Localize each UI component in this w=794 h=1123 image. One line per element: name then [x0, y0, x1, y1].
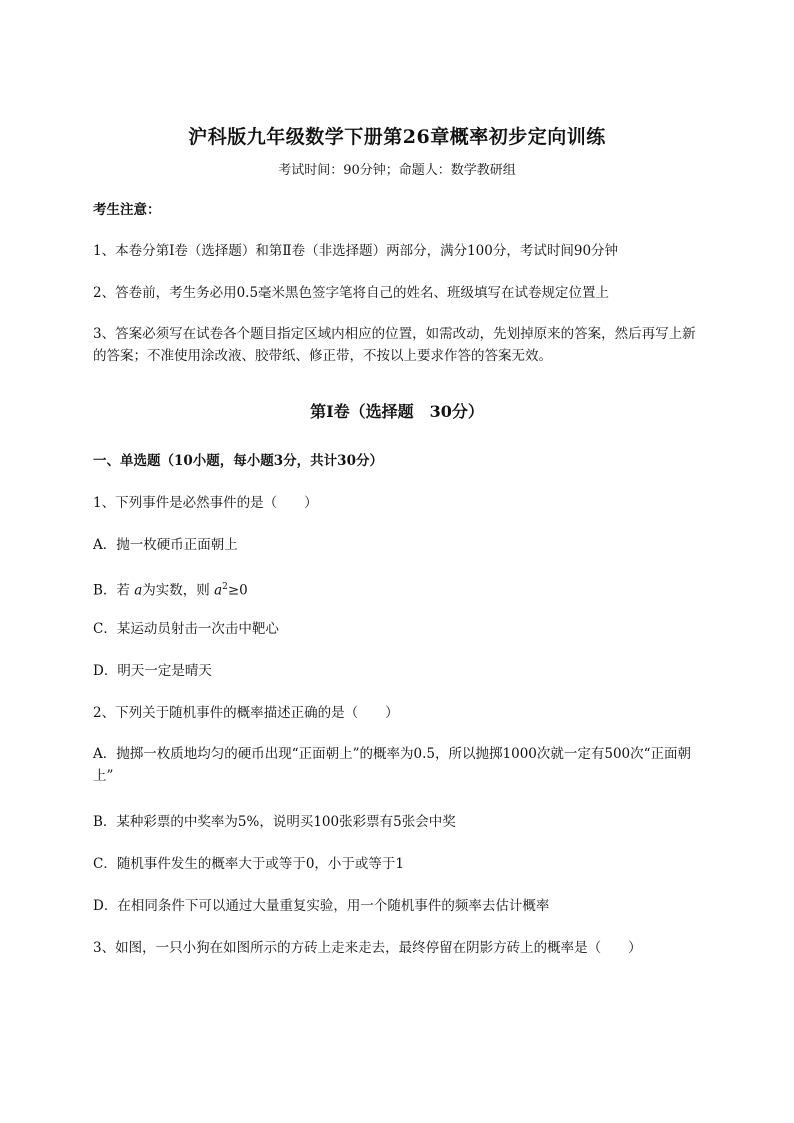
question-1-stem: 1、下列事件是必然事件的是（ ） — [93, 495, 318, 511]
question-2-option-a: A．抛掷一枚质地均匀的硬币出现“正面朝上”的概率为0.5，所以抛掷1000次就一定有500次“正面朝上” — [93, 746, 692, 784]
option-b-suffix: ≥0 — [227, 582, 248, 599]
question-1-option-a: A．抛一枚硬币正面朝上 — [93, 537, 238, 553]
option-b-variable-2: a — [214, 582, 223, 599]
question-1-option-d: D．明天一定是晴天 — [93, 663, 212, 679]
part-heading: 一、单选题（10小题，每小题3分，共计30分） — [93, 453, 383, 469]
notice-item-1: 1、本卷分第I卷（选择题）和第Ⅱ卷（非选择题）两部分，满分100分，考试时间90分钟 — [93, 243, 619, 259]
question-2-stem: 2、下列关于随机事件的概率描述正确的是（ ） — [93, 705, 399, 721]
notice-item-3: 3、答案必须写在试卷各个题目指定区域内相应的位置，如需改动，先划掉原来的答案，然后再写上新的答案；不准使用涂改液、胶带纸、修正带，不按以上要求作答的答案无效。 — [93, 326, 696, 364]
page-subtitle: 考试时间：90分钟；命题人：数学教研组 — [278, 163, 516, 178]
question-1-option-b — [93, 576, 713, 602]
option-b-variable: a — [134, 582, 143, 599]
question-1-option-c: C．某运动员射击一次击中靶心 — [93, 621, 279, 637]
notice-heading: 考生注意： — [93, 202, 161, 218]
question-2-option-d: D．在相同条件下可以通过大量重复实验，用一个随机事件的频率去估计概率 — [93, 898, 550, 914]
page-title: 沪科版九年级数学下册第26章概率初步定向训练 — [188, 126, 606, 148]
question-2-option-c: C．随机事件发生的概率大于或等于0，小于或等于1 — [93, 856, 405, 872]
question-3-stem: 3、如图，一只小狗在如图所示的方砖上走来走去，最终停留在阴影方砖上的概率是（ ） — [93, 940, 642, 956]
question-2-option-b: B．某种彩票的中奖率为5%，说明买100张彩票有5张会中奖 — [93, 814, 456, 830]
option-b-middle: 为实数，则 — [142, 582, 210, 599]
option-b-exponent: 2 — [222, 582, 228, 592]
section-title: 第I卷（选择题 30分） — [310, 402, 484, 421]
option-b-prefix: B．若 — [93, 582, 130, 599]
notice-item-2: 2、答卷前，考生务必用0.5毫米黑色签字笔将自己的姓名、班级填写在试卷规定位置上 — [93, 285, 610, 301]
